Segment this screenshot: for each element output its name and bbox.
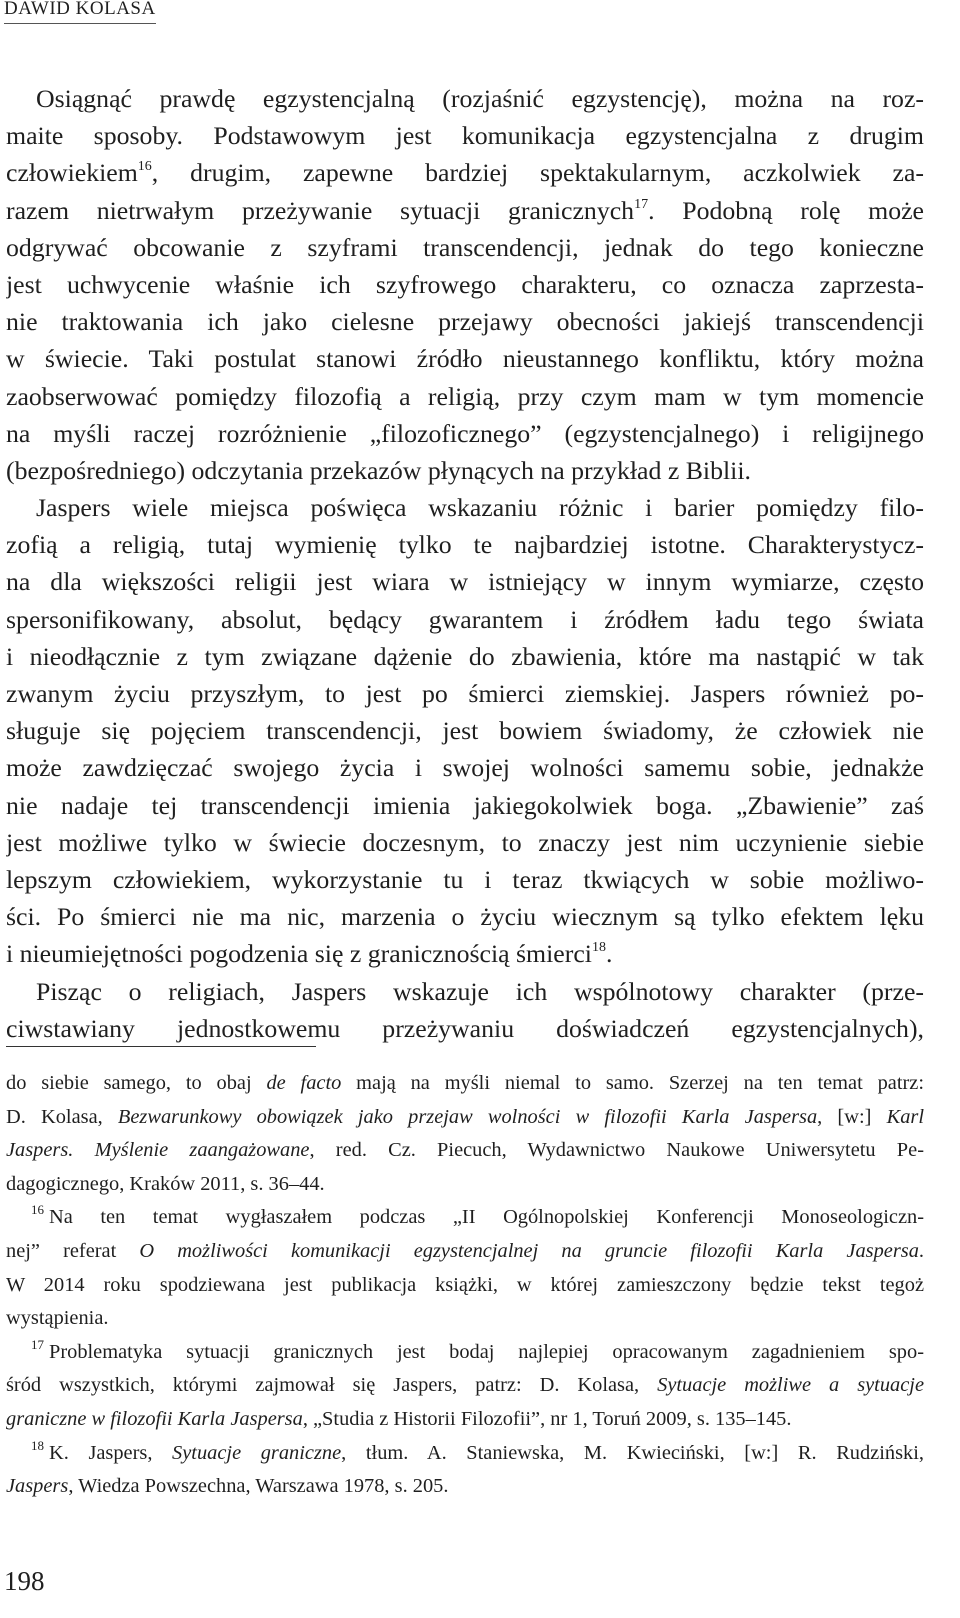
footnote-line: [6, 1134, 924, 1168]
text-segment: razem nietrwałym przeżywanie sytuacji granicznych: [6, 195, 635, 225]
footnote-ref: 16: [137, 159, 152, 175]
text-segment: na dla większości religii jest wiara w istniejący w innym wymiarze, często: [6, 567, 924, 597]
footnote-number: 18: [31, 1437, 44, 1453]
footnote-line: [6, 1369, 924, 1403]
text-segment: spersonifikowany, absolut, będący gwarantem i źródłem ładu tego świata: [6, 604, 924, 634]
text-line: [6, 303, 924, 340]
text-line: [6, 526, 924, 563]
text-line: [6, 1010, 924, 1047]
italic-text: O możliwości komunikacji egzystencjalnej na gruncie filozofii Karla Jaspersa: [139, 1239, 919, 1262]
text-line: [6, 824, 924, 861]
running-header: DAWID KOLASA: [4, 0, 156, 24]
text-segment: .: [605, 939, 613, 969]
text-line: [6, 415, 924, 452]
text-segment: na myśli raczej rozróżnienie „filozoficznego” (egzystencjalnego) i religijnego: [6, 418, 924, 448]
text-segment: zaobserwować pomiędzy filozofią a religią, przy czym mam w tym momencie: [6, 381, 924, 411]
text-line: [6, 898, 924, 935]
italic-text: Sytuacje możliwe a sytuacje: [657, 1374, 924, 1397]
text-line: [6, 192, 924, 229]
footnote-line: [6, 1470, 924, 1504]
italic-text: Sytuacje graniczne: [172, 1441, 342, 1464]
text-segment: jest możliwe tylko w świecie doczesnym, to znaczy jest nim uczynienie siebie: [6, 827, 924, 857]
text-line: [6, 340, 924, 377]
italic-text: Jaspers. Myślenie zaangażowane: [6, 1139, 310, 1162]
footnote-line: [6, 1403, 924, 1437]
text-segment: i nieumiejętności pogodzenia się z granicznością śmierci: [6, 939, 592, 969]
text-segment: (bezpośredniego) odczytania przekazów płynących na przykład z Biblii.: [6, 455, 751, 485]
text-segment: i nieodłącznie z tym związane dążenie do zbawienia, które ma nastąpić w tak: [6, 641, 924, 671]
text-segment: może zawdzięczać swojego życia i swojej wolności samemu sobie, jednakże: [6, 753, 924, 783]
text-segment: człowiekiem: [6, 158, 138, 188]
text-segment: nie nadaje tej transcendencji imienia jakiegokolwiek boga. „Zbawienie” zaś: [6, 790, 924, 820]
text-segment: ści. Po śmierci nie ma nic, marzenia o życiu wiecznym są tylko efektem lęku: [6, 902, 924, 932]
text-segment: W 2014 roku spodziewana jest publikacja książki, w której zamieszczony będzie tekst tegoż: [6, 1273, 924, 1296]
text-segment: śród wszystkich, którymi zajmował się Jaspers, patrz: D. Kolasa,: [6, 1374, 658, 1397]
text-segment: Na ten temat wygłaszałem podczas „II Ogólnopolskiej Konferencji Monoseologiczn-: [49, 1206, 924, 1229]
footnote-line: [6, 1302, 924, 1336]
text-segment: nej” referat: [6, 1239, 140, 1262]
italic-text: Jaspers: [6, 1475, 69, 1498]
text-segment: odgrywać obcowanie z szyframi transcendencji, jednak do tego konieczne: [6, 232, 924, 262]
text-segment: nie traktowania ich jako cielesne przejawy obecności jakiejś transcendencji: [6, 307, 924, 337]
text-segment: , drugim, zapewne bardziej spektakularnym, aczkolwiek za-: [151, 158, 924, 188]
text-segment: Pisząc o religiach, Jaspers wskazuje ich wspólnotowy charakter (prze-: [36, 976, 924, 1006]
text-segment: , [w:]: [817, 1105, 887, 1128]
main-text: [6, 80, 924, 1047]
italic-text: Bezwarunkowy obowiązek jako przejaw wolności w filozofii Karla Jaspersa: [117, 1105, 818, 1128]
footnote-ref: 17: [634, 196, 649, 212]
footnote-line: [6, 1336, 924, 1370]
text-line: [6, 80, 924, 117]
text-line: [6, 973, 924, 1010]
text-line: [6, 638, 924, 675]
footnotes: [6, 1067, 924, 1504]
text-line: [6, 675, 924, 712]
footnote-line: [6, 1101, 924, 1135]
footnote-separator: [6, 1046, 316, 1047]
page-number: 198: [4, 1566, 45, 1596]
footnote-line: [6, 1201, 924, 1235]
text-segment: K. Jaspers,: [49, 1441, 173, 1464]
italic-text: graniczne w filozofii Karla Jaspersa: [6, 1407, 303, 1430]
text-segment: do siebie samego, to obaj: [6, 1072, 267, 1094]
text-segment: D. Kolasa,: [6, 1105, 118, 1128]
text-line: [6, 489, 924, 526]
text-segment: zofią a religią, tutaj wymienię tylko te najbardziej istotne. Charakterystycz-: [6, 530, 924, 560]
footnote-line: [6, 1168, 924, 1202]
footnote-line: [6, 1235, 924, 1269]
text-line: [6, 601, 924, 638]
text-segment: ciwstawiany jednostkowemu przeżywaniu doświadczeń egzystencjalnych),: [6, 1013, 924, 1043]
text-segment: dagogicznego, Kraków 2011, s. 36–44.: [6, 1172, 325, 1195]
text-segment: sługuje się pojęciem transcendencji, jest bowiem świadomy, że człowiek nie: [6, 716, 924, 746]
text-segment: wystąpienia.: [6, 1307, 109, 1330]
text-line: [6, 749, 924, 786]
text-segment: mają na myśli niemal to samo. Szerzej na ten temat patrz:: [341, 1072, 924, 1094]
text-segment: lepszym człowiekiem, wykorzystanie tu i teraz tkwiących w sobie możliwo-: [6, 864, 924, 894]
italic-text: de facto: [266, 1072, 342, 1094]
text-line: [6, 266, 924, 303]
text-segment: Osiągnąć prawdę egzystencjalną (rozjaśnić egzystencję), można na roz-: [36, 84, 924, 113]
footnote-line: [6, 1437, 924, 1471]
text-line: [6, 935, 924, 972]
text-line: [6, 452, 924, 489]
footnote-number: 17: [31, 1336, 44, 1352]
text-line: [6, 378, 924, 415]
footnote-ref: 18: [591, 940, 606, 956]
text-line: [6, 787, 924, 824]
text-line: [6, 117, 924, 154]
italic-text: Karl: [886, 1105, 924, 1128]
text-segment: maite sposoby. Podstawowym jest komunikacja egzystencjalna z drugim: [6, 121, 924, 151]
text-line: [6, 229, 924, 266]
text-segment: w świecie. Taki postulat stanowi źródło nieustannego konfliktu, który można: [6, 344, 924, 374]
text-segment: .: [918, 1239, 924, 1262]
text-line: [6, 563, 924, 600]
text-segment: , Wiedza Powszechna, Warszawa 1978, s. 205.: [68, 1475, 449, 1498]
footnote-number: 16: [31, 1202, 44, 1218]
text-segment: , red. Cz. Piecuch, Wydawnictwo Naukowe Uniwersytetu Pe-: [309, 1139, 924, 1162]
text-segment: Problematyka sytuacji granicznych jest bodaj najlepiej opracowanym zagadnieniem spo-: [49, 1340, 924, 1363]
text-line: [6, 154, 924, 191]
text-segment: Jaspers wiele miejsca poświęca wskazaniu różnic i barier pomiędzy filo-: [36, 493, 924, 523]
footnote-line: [6, 1269, 924, 1303]
text-segment: , „Studia z Historii Filozofii”, nr 1, Toruń 2009, s. 135–145.: [302, 1407, 792, 1430]
text-line: [6, 712, 924, 749]
footnote-line: [6, 1067, 924, 1101]
text-segment: jest uchwycenie właśnie ich szyfrowego charakteru, co oznacza zaprzesta-: [6, 269, 924, 299]
text-segment: zwanym życiu przyszłym, to jest po śmierci ziemskiej. Jaspers również po-: [6, 679, 924, 708]
text-segment: . Podobną rolę może: [648, 195, 924, 225]
text-segment: , tłum. A. Staniewska, M. Kwieciński, [w:] R. Rudziński,: [341, 1441, 924, 1464]
text-line: [6, 861, 924, 898]
